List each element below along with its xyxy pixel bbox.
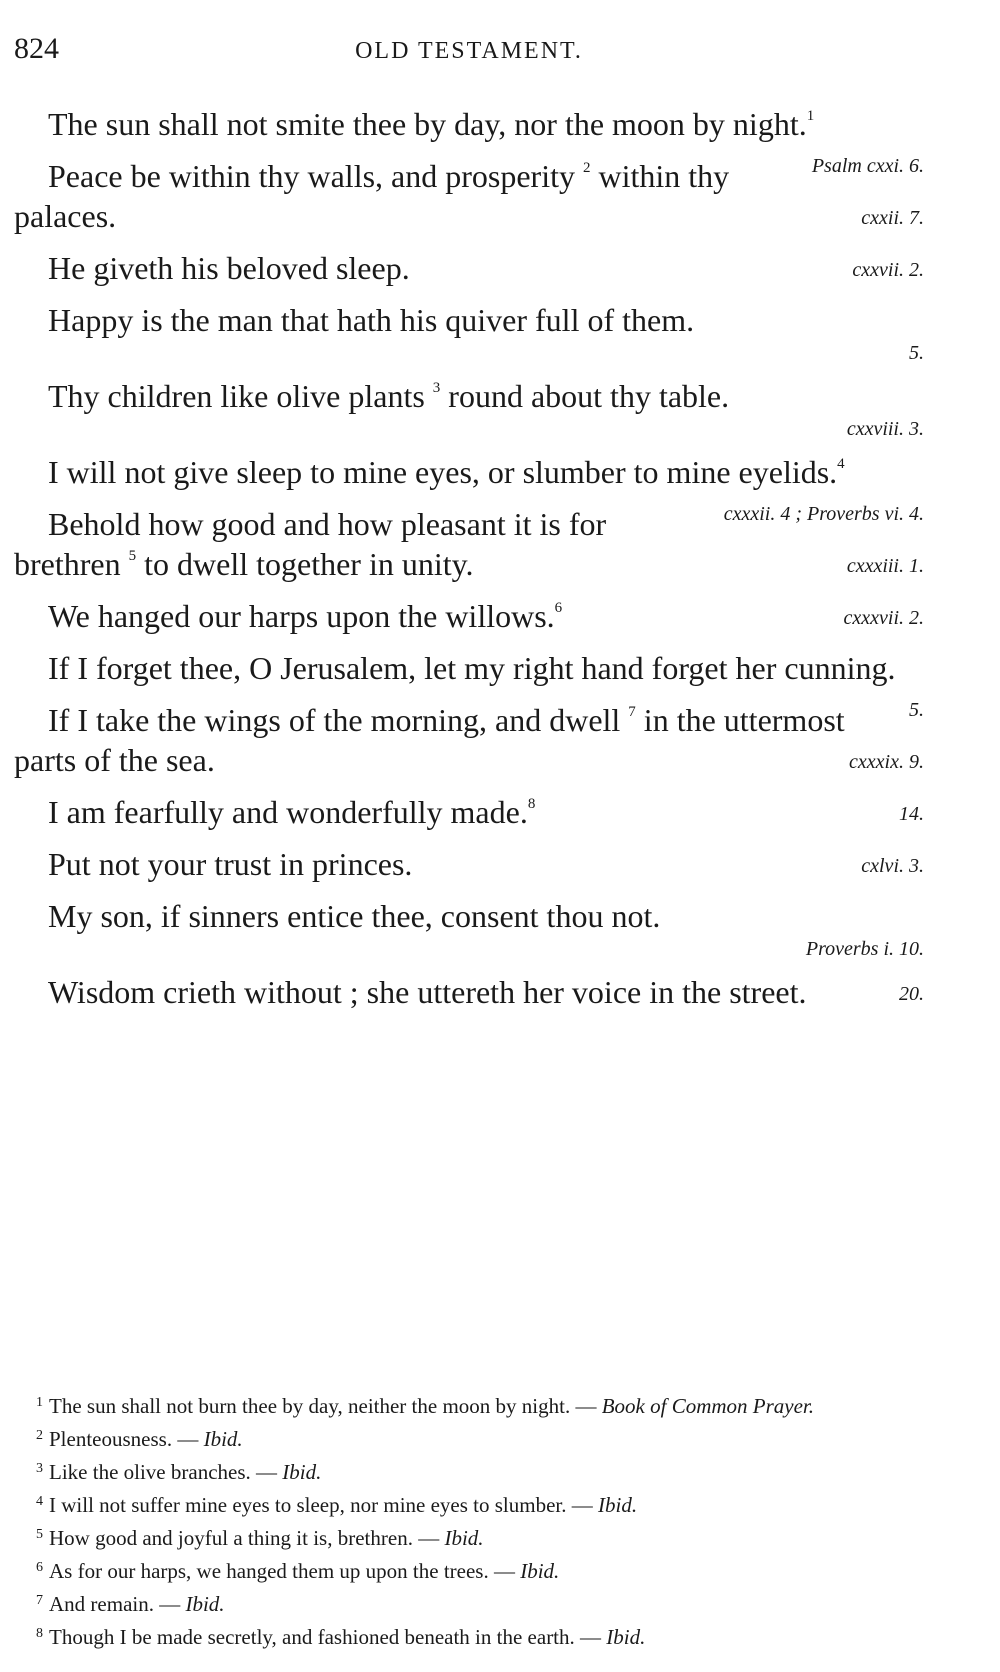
footnote-attribution: Ibid. (282, 1460, 322, 1484)
footnote-4 (14, 1487, 924, 1520)
quote-text: He giveth his beloved sleep. (48, 250, 410, 286)
footnote-attribution: Ibid. (520, 1559, 560, 1583)
quote-text: Peace be within thy walls, and prosperity (48, 158, 575, 194)
footnote-text: Like the olive branches. — (49, 1460, 278, 1484)
footnote-text: Though I be made secretly, and fashioned beneath in the earth. — (49, 1625, 602, 1649)
footnote-6 (14, 1553, 924, 1586)
quote-text: My son, if sinners entice thee, consent thou not. (48, 898, 661, 934)
quote-text: If I forget thee, O Jerusalem, let my right hand forget her cunning. (48, 650, 896, 686)
note-ref: 4 (837, 456, 845, 472)
footnote-number: 2 (36, 1428, 43, 1443)
quote-ref: 5. (909, 342, 924, 364)
quote-11 (14, 792, 924, 832)
footnote-2 (14, 1421, 924, 1454)
footnote-5 (14, 1520, 924, 1553)
note-ref: 6 (554, 600, 563, 616)
footnote-number: 1 (36, 1395, 43, 1410)
quote-text: in the uttermost parts of the sea. (14, 702, 845, 778)
footnote-attribution: Book of Common Prayer. (601, 1394, 815, 1418)
footnote-number: 7 (36, 1593, 43, 1608)
quote-ref: cxxvii. 2. (852, 259, 924, 281)
footnote-text: The sun shall not burn thee by day, neither the moon by night. — (49, 1394, 597, 1418)
footnote-attribution: Ibid. (203, 1427, 243, 1451)
quote-ref: 14. (899, 803, 924, 825)
note-ref: 1 (806, 108, 815, 124)
quote-6 (14, 452, 924, 525)
quote-8 (14, 596, 924, 636)
quote-4 (14, 300, 924, 366)
footnote-number: 4 (36, 1494, 43, 1509)
quote-ref: 5. (909, 699, 924, 721)
note-ref: 5 (128, 548, 137, 564)
page-header (14, 32, 924, 72)
quote-ref: Proverbs i. 10. (805, 938, 924, 960)
quote-text: I am fearfully and wonderfully made. (48, 794, 528, 830)
quote-10 (14, 700, 924, 780)
running-head: OLD TESTAMENT. (355, 38, 583, 64)
quote-13 (14, 896, 924, 962)
quote-ref: cxxxix. 9. (849, 751, 924, 773)
quote-ref: cxlvi. 3. (861, 855, 924, 877)
quote-14 (14, 972, 924, 1012)
note-ref: 8 (527, 796, 536, 812)
quote-text: Happy is the man that hath his quiver full of them. (48, 302, 695, 338)
quote-5 (14, 376, 924, 442)
quote-3 (14, 248, 924, 288)
quote-text: round about thy table. (448, 378, 730, 414)
quote-text: Put not your trust in princes. (48, 846, 413, 882)
quote-text: I will not give sleep to mine eyes, or slumber to mine eyelids. (48, 454, 838, 490)
footnote-8 (14, 1619, 924, 1652)
quote-ref: cxxviii. 3. (846, 418, 924, 440)
quote-text: If I take the wings of the morning, and dwell (48, 702, 621, 738)
footnote-text: And remain. — (49, 1592, 181, 1616)
footnote-text: As for our harps, we hanged them up upon the trees. — (49, 1559, 515, 1583)
quote-text: Wisdom crieth without ; she uttereth her voice in the street. (48, 974, 807, 1010)
footnotes (14, 1388, 924, 1652)
note-ref: 2 (582, 160, 591, 176)
quote-text: to dwell together in unity. (144, 546, 474, 582)
footnote-number: 8 (36, 1626, 43, 1641)
footnote-number: 5 (36, 1527, 43, 1542)
quote-ref: cxxxii. 4 ; Proverbs vi. 4. (723, 503, 924, 525)
note-ref: 7 (628, 704, 636, 720)
footnote-attribution: Ibid. (444, 1526, 484, 1550)
footnote-3 (14, 1454, 924, 1487)
quote-text: The sun shall not smite thee by day, nor the moon by night. (48, 106, 807, 142)
quote-text: Behold how good and how pleasant it is for brethren (14, 506, 607, 582)
note-ref: 3 (432, 380, 441, 396)
quote-12 (14, 844, 924, 884)
quote-ref: cxxxiii. 1. (846, 555, 924, 577)
quote-ref: Psalm cxxi. 6. (811, 155, 924, 177)
quotations (14, 104, 924, 1024)
footnote-attribution: Ibid. (598, 1493, 638, 1517)
footnote-text: Plenteousness. — (49, 1427, 199, 1451)
quote-text: Thy children like olive plants (48, 378, 425, 414)
footnote-1 (14, 1388, 924, 1421)
quote-ref: 20. (899, 983, 924, 1005)
footnote-text: How good and joyful a thing it is, brethren. — (49, 1526, 440, 1550)
quote-text: We hanged our harps upon the willows. (48, 598, 555, 634)
quote-text: within thy palaces. (14, 158, 730, 234)
footnote-number: 3 (36, 1461, 43, 1476)
footnote-text: I will not suffer mine eyes to sleep, nor mine eyes to slumber. — (49, 1493, 593, 1517)
footnote-7 (14, 1586, 924, 1619)
quote-ref: cxxxvii. 2. (843, 607, 924, 629)
footnote-attribution: Ibid. (606, 1625, 646, 1649)
quote-ref: cxxii. 7. (861, 207, 924, 229)
page-number: 824 (14, 32, 59, 65)
footnote-attribution: Ibid. (185, 1592, 225, 1616)
footnote-number: 6 (36, 1560, 43, 1575)
